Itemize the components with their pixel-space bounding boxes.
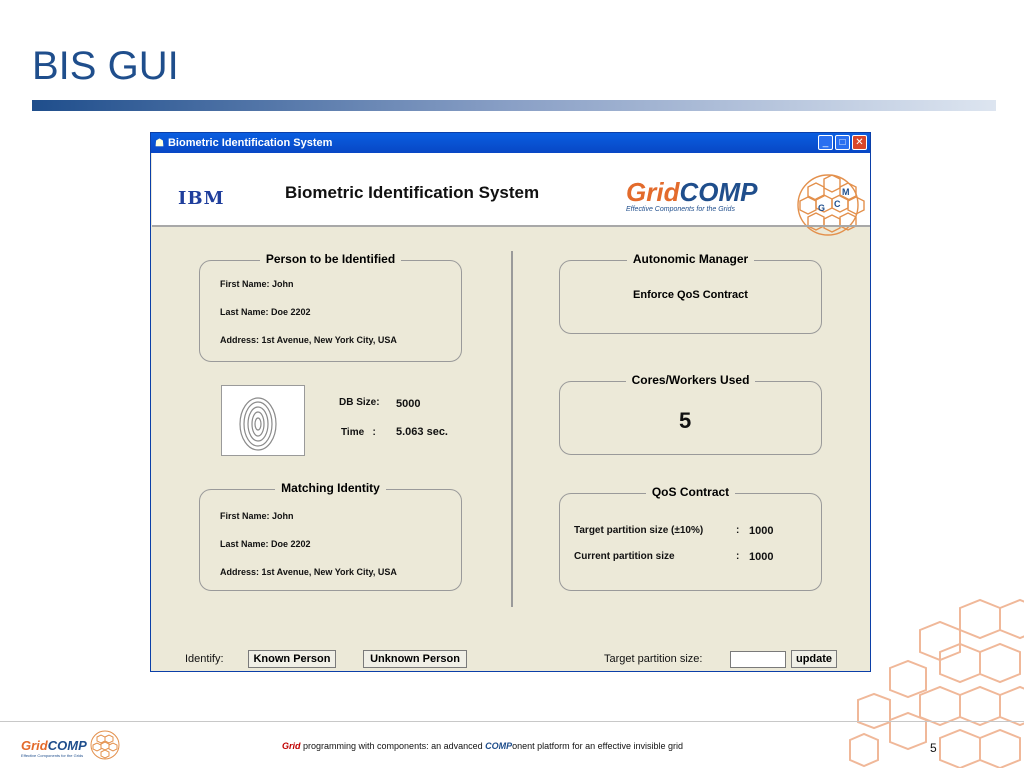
ibm-logo: IBM [178,188,225,209]
footer-ball-icon [88,729,122,761]
page-number: 5 [930,741,937,755]
time-label: Time : [341,427,376,438]
slide-title: BIS GUI [32,44,179,88]
autonomic-panel-title: Autonomic Manager [627,252,754,266]
qos-current-value: 1000 [749,551,774,563]
close-button[interactable]: ✕ [852,135,867,150]
person-panel-title: Person to be Identified [260,252,401,266]
cores-value: 5 [679,408,692,433]
qos-current-label: Current partition size [574,551,675,562]
bis-window [150,132,871,672]
gcm-ball-icon [788,173,868,237]
app-header [152,153,870,225]
update-button[interactable]: update [791,650,837,668]
known-person-button[interactable]: Known Person [248,650,336,668]
window-title: Biometric Identification System [167,137,333,149]
title-underline-bar [32,100,996,111]
vertical-separator [511,251,513,607]
person-first-name: First Name: John [220,279,294,289]
minimize-button[interactable]: _ [818,135,833,150]
matching-address: Address: 1st Avenue, New York City, USA [220,567,397,577]
ball-letter-c: C [834,199,841,209]
autonomic-status-text: Enforce QoS Contract [633,289,748,301]
window-controls [818,135,867,150]
identify-label: Identify: [185,653,224,665]
footer-text [282,741,683,751]
matching-panel [199,481,462,591]
app-title: Biometric Identification System [285,183,540,202]
qos-current-sep: : [736,551,740,562]
matching-panel-title: Matching Identity [275,481,386,495]
qos-panel-title: QoS Contract [646,485,735,499]
footer-divider [0,721,1024,722]
qos-target-sep: : [736,525,740,536]
footer-logo-part1: Grid [21,738,48,753]
gridcomp-logo [626,177,757,213]
target-partition-input[interactable] [730,651,786,668]
footer-logo-part2: COMP [47,738,87,753]
gridcomp-logo-part1: Grid [626,177,680,207]
footer-text-part4: onent platform for an effective invisible grid [512,741,684,751]
window-titlebar[interactable] [151,133,870,153]
unknown-person-button[interactable]: Unknown Person [363,650,467,668]
person-panel [199,252,462,362]
header-separator [152,225,870,227]
bottom-bar [152,641,870,671]
ball-letter-m: M [842,187,850,197]
footer-text-part2: programming with components: an advanced [300,741,486,751]
ball-letter-g: G [818,203,826,213]
footer-text-part1: Grid [282,741,301,751]
autonomic-panel [559,252,822,334]
cores-panel [559,373,822,455]
qos-panel [559,485,822,591]
maximize-button[interactable]: □ [835,135,850,150]
gridcomp-tagline: Effective Components for the Grids [626,206,735,213]
footer-logo-tagline: Effective Components for the Grids [21,753,84,758]
app-window-icon: ☗ [155,137,164,149]
qos-target-value: 1000 [749,525,774,537]
matching-first-name: First Name: John [220,511,294,521]
footer-gridcomp-logo [21,738,87,753]
cores-panel-title: Cores/Workers Used [626,373,756,387]
db-size-value: 5000 [396,398,421,410]
db-size-label: DB Size: [339,397,380,408]
fingerprint-image [221,385,305,456]
person-address: Address: 1st Avenue, New York City, USA [220,335,397,345]
gridcomp-logo-part2: COMP [679,177,758,207]
fingerprint-icon [222,386,306,457]
footer-text-part3: COMP [485,741,513,751]
person-last-name: Last Name: Doe 2202 [220,307,311,317]
target-partition-label: Target partition size: [604,653,703,665]
matching-last-name: Last Name: Doe 2202 [220,539,311,549]
time-value: 5.063 sec. [396,426,448,438]
qos-target-label: Target partition size (±10%) [574,525,704,536]
